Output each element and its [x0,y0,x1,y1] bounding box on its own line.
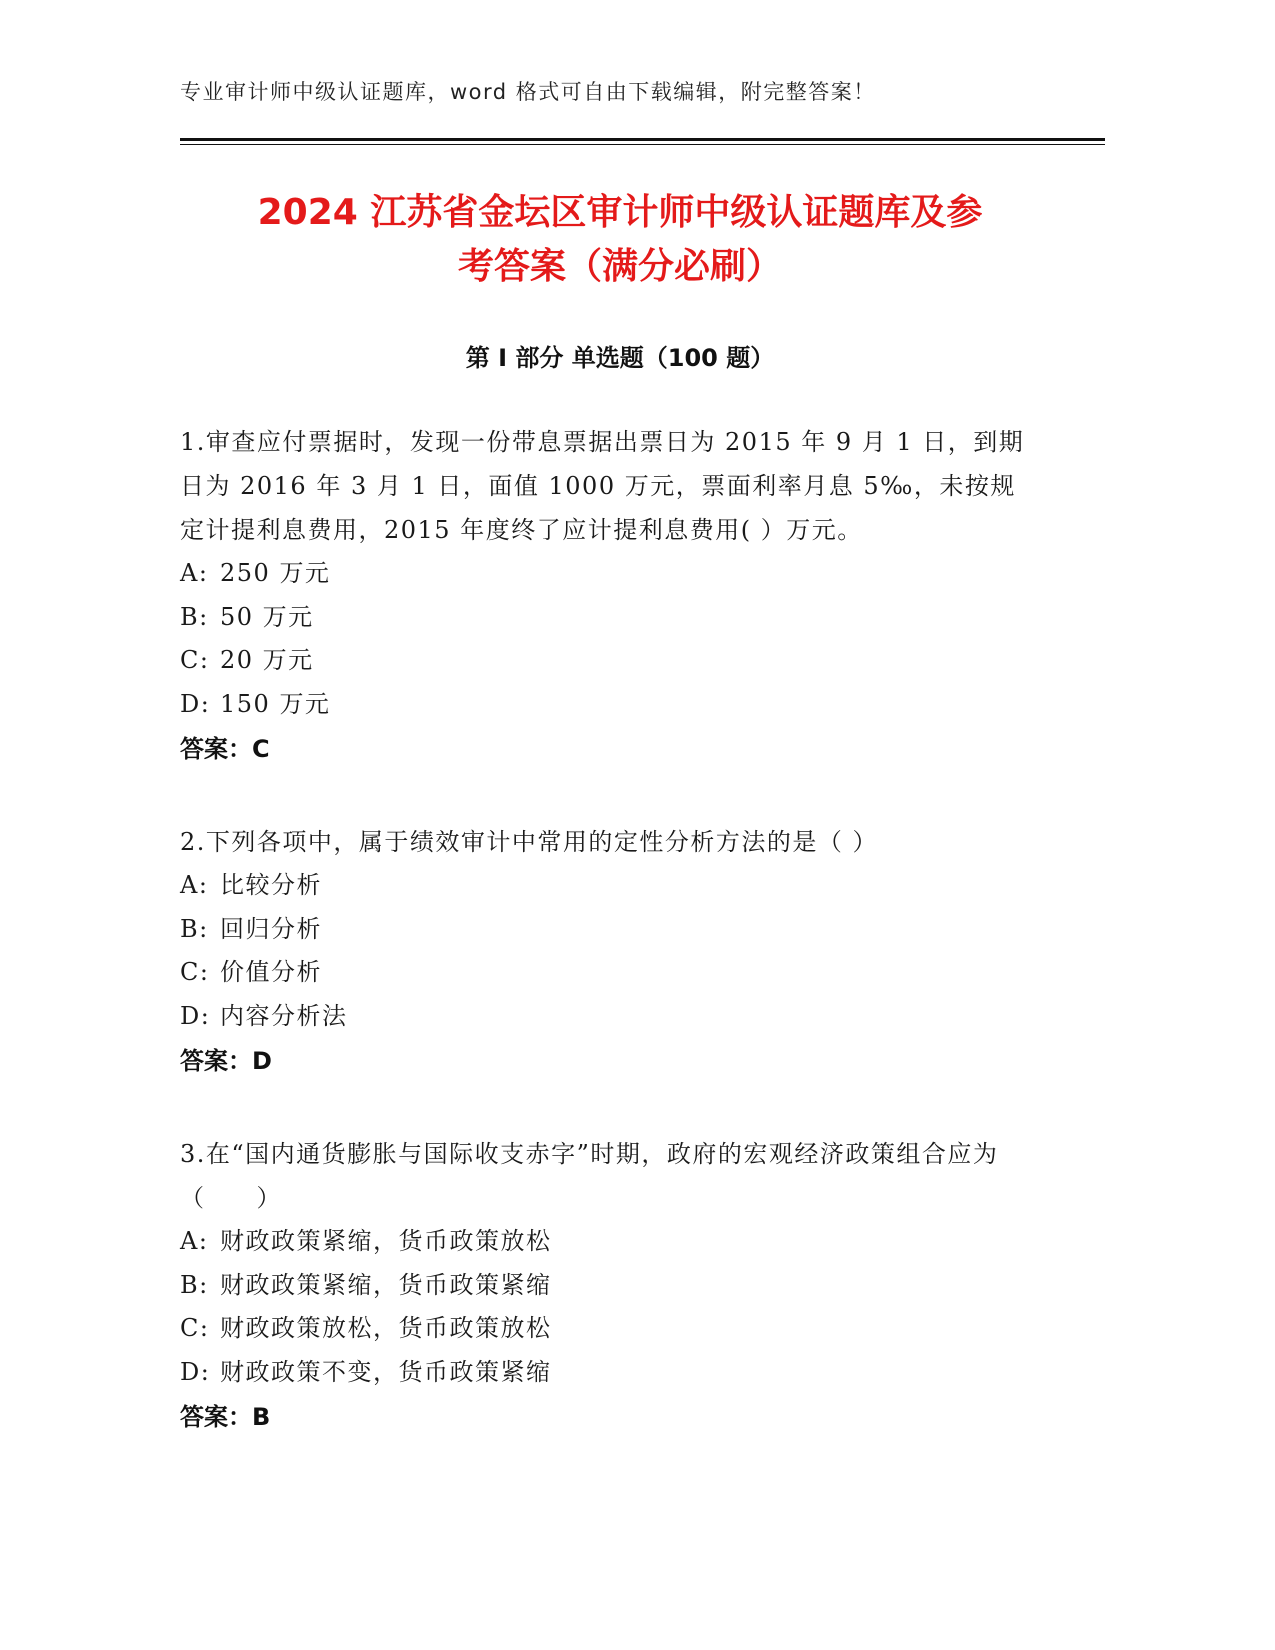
option-text: 价值分析 [220,958,322,986]
option-key: C: [180,646,210,674]
option-c [180,639,1040,683]
option-d [180,683,1040,727]
answer: 答案：C [180,735,270,763]
option-key: C: [180,958,210,986]
option-key: D: [180,1357,211,1386]
option-d [180,995,1040,1039]
header-divider-thick [180,138,1105,141]
question-list [180,420,1040,1488]
option-text: 150 万元 [220,689,331,718]
question-stem: 3.在“国内通货膨胀与国际收支赤字”时期，政府的宏观经济政策组合应为（ ） [180,1140,999,1212]
question-1 [180,420,1040,772]
option-a [180,1220,1040,1264]
option-b [180,596,1040,640]
header-divider-thin [180,144,1105,145]
answer: 答案：D [180,1047,272,1075]
option-text: 回归分析 [220,914,322,943]
option-text: 财政政策紧缩，货币政策紧缩 [220,1270,552,1299]
option-c [180,951,1040,995]
option-key: B: [180,602,209,631]
option-key: A: [180,871,209,899]
option-key: A: [180,1227,209,1255]
header-note: 专业审计师中级认证题库，word 格式可自由下载编辑，附完整答案！ [180,80,876,104]
option-text: 财政政策不变，货币政策紧缩 [220,1357,552,1386]
question-2 [180,820,1040,1084]
option-key: D: [180,1001,211,1030]
question-stem: 1.审查应付票据时，发现一份带息票据出票日为 2015 年 9 月 1 日，到期日为 2016 年 3 月 1 日，面值 1000 万元，票面利率月息 5‰，未按规定计提利息费用，2015 年度终了应计提利息费用( ）万元。 [180,428,1025,544]
option-text: 财政政策紧缩，货币政策放松 [220,1227,552,1255]
option-key: C: [180,1314,210,1342]
option-text: 50 万元 [220,602,314,631]
option-a [180,552,1040,596]
section-title: 第 I 部分 单选题（100 题） [465,344,775,372]
option-text: 20 万元 [220,646,314,674]
option-text: 财政政策放松，货币政策放松 [220,1314,552,1342]
option-b [180,1264,1040,1308]
option-b [180,908,1040,952]
option-key: B: [180,1270,209,1299]
question-stem: 2.下列各项中，属于绩效审计中常用的定性分析方法的是（ ） [180,828,879,856]
option-text: 比较分析 [220,871,322,899]
document-title-line-2: 考答案（满分必刷） [457,246,782,287]
document-title [180,186,1060,294]
option-key: B: [180,914,209,943]
option-a [180,864,1040,908]
option-text: 内容分析法 [220,1001,348,1030]
document-title-line-1: 2024 江苏省金坛区审计师中级认证题库及参 [257,192,983,233]
answer: 答案：B [180,1403,271,1431]
option-c [180,1307,1040,1351]
option-key: D: [180,689,211,718]
option-d [180,1351,1040,1395]
option-key: A: [180,559,209,587]
question-3 [180,1132,1040,1440]
option-text: 250 万元 [220,559,331,587]
